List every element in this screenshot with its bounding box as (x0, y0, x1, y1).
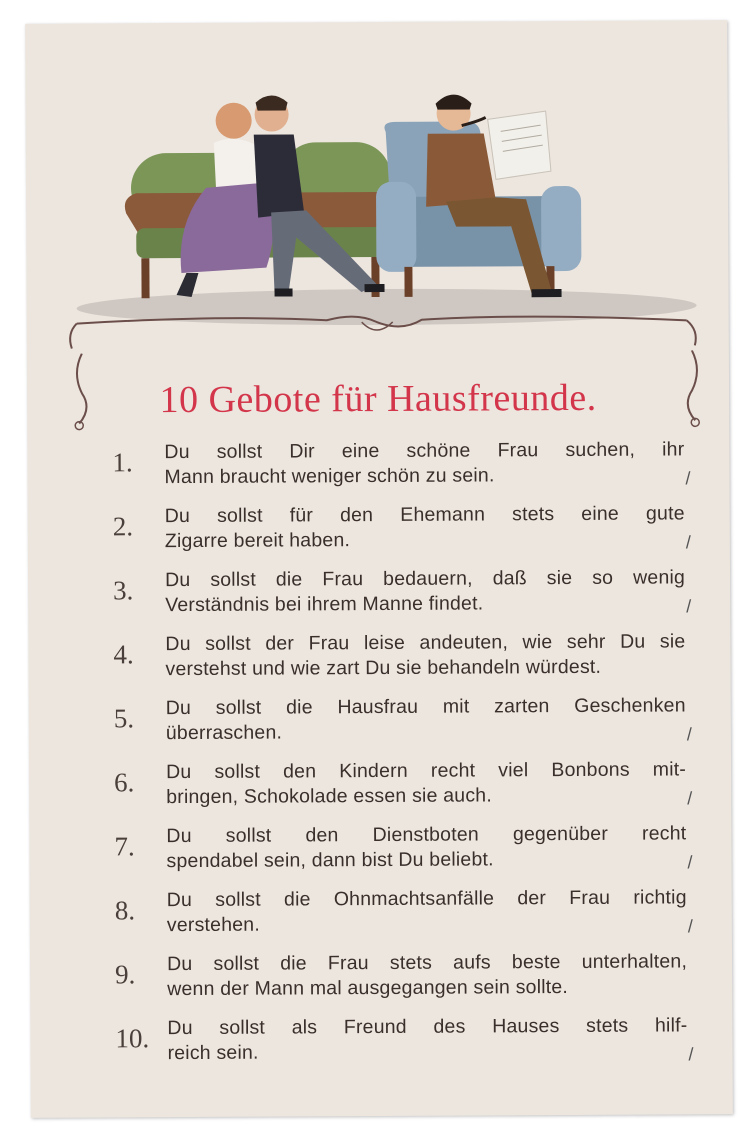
rule-number: 5 . (114, 703, 154, 734)
rule-number: 2 . (113, 511, 153, 542)
rule-text-line2: Mann braucht weniger schön zu sein. (164, 464, 495, 489)
rule-text-line1: Du sollst der Frau leise andeuten, wie sehr Du sie (165, 630, 686, 656)
rule-item (115, 950, 688, 1017)
tick-mark: / (686, 724, 692, 745)
rule-item (113, 630, 686, 697)
rule-text-line1: Du sollst für den Ehemann stets eine gute (164, 502, 685, 528)
tick-mark: / (685, 532, 691, 553)
rule-text-line2: Zigarre bereit haben. (164, 529, 351, 553)
tick-mark: / (685, 468, 691, 489)
reading-man-figure (426, 94, 562, 298)
tick-mark: / (688, 1044, 694, 1065)
rule-number: 1 . (112, 447, 152, 478)
rule-number: 7 . (114, 831, 154, 862)
rule-text-line1: Du sollst den Dienstboten gegenüber recht (166, 822, 687, 848)
rule-item (112, 438, 691, 505)
rule-text-line1: Du sollst den Kindern recht viel Bonbons mit- (166, 758, 687, 784)
rule-number: 9 . (115, 959, 155, 990)
rule-text-line2: wenn der Mann mal ausgegangen sein sollte. (167, 976, 569, 1001)
tick-mark: / (687, 852, 693, 873)
rule-item (115, 1014, 694, 1081)
rule-item (113, 566, 692, 633)
rule-text-line2: bringen, Schokolade essen sie auch. (166, 784, 492, 809)
rule-number: 6 . (114, 767, 154, 798)
rule-text-line2: Verständnis bei ihrem Manne findet. (165, 592, 484, 617)
rule-text-line1: Du sollst als Freund des Hauses stets hilf- (167, 1014, 688, 1040)
illustration (25, 20, 729, 354)
rule-text-line2: verstehen. (166, 913, 260, 937)
rule-text-line1: Du sollst die Frau bedauern, daß sie so wenig (164, 566, 686, 592)
rule-text-line2: verstehst und wie zart Du sie behandeln würdest. (165, 655, 602, 681)
rule-text-line2: überraschen. (165, 721, 283, 745)
rule-text-line1: Du sollst die Ohnmachtsanfälle der Frau richtig (166, 886, 687, 912)
tick-mark: / (686, 596, 692, 617)
postcard (25, 20, 733, 1118)
rule-text-line1: Du sollst die Hausfrau mit zarten Geschenken (165, 694, 686, 720)
rule-text-line2: spendabel sein, dann bist Du beliebt. (166, 848, 494, 873)
tick-mark: / (687, 788, 693, 809)
rule-number: 8 . (115, 895, 155, 926)
page-title: 10 Gebote für Hausfreunde. (159, 376, 597, 422)
rule-text-line1: Du sollst Dir eine schöne Frau suchen, ihr (164, 438, 685, 464)
rules-list (112, 438, 694, 1081)
rule-number: 10 . (115, 1023, 155, 1054)
rule-item (114, 886, 693, 953)
rule-item (114, 758, 693, 825)
rule-text-line1: Du sollst die Frau stets aufs beste unterhalten, (167, 950, 688, 976)
floor-shadow (77, 287, 697, 326)
rule-number: 3 . (113, 575, 153, 606)
rule-number: 4 . (113, 639, 153, 670)
rule-item (114, 822, 693, 889)
rule-text-line2: reich sein. (167, 1041, 259, 1065)
rule-item (113, 694, 692, 761)
tick-mark: / (687, 916, 693, 937)
rule-item (112, 502, 691, 569)
